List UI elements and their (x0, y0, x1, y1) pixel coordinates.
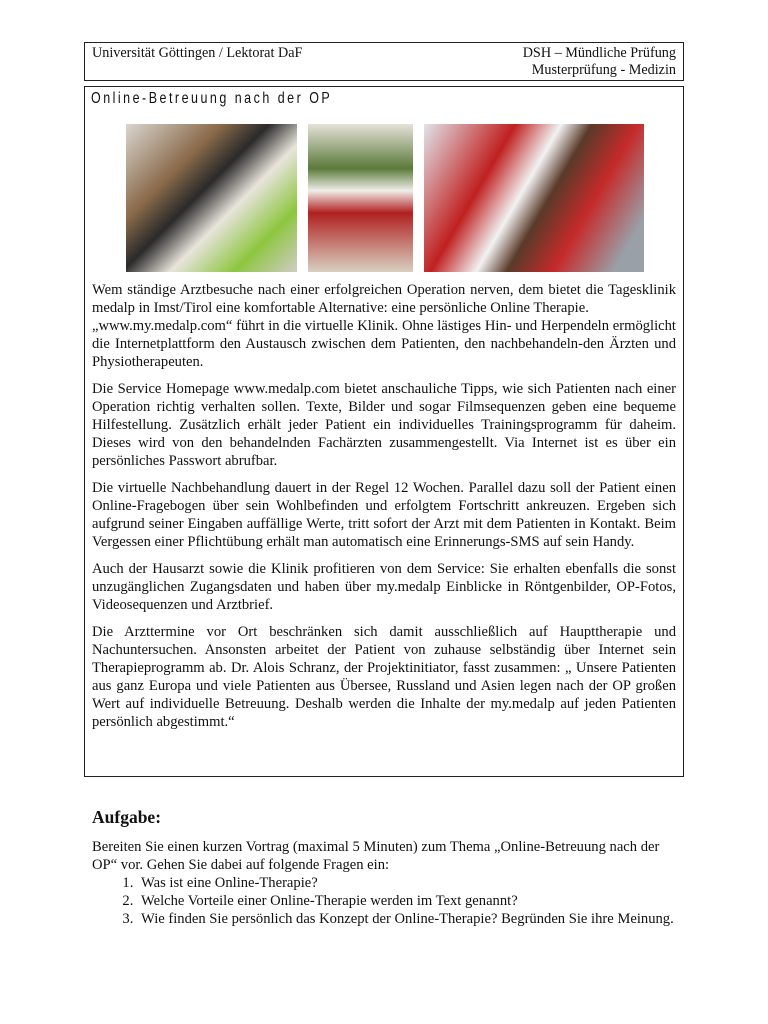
article-box (84, 86, 684, 777)
photo-consultation-laptop (126, 124, 297, 272)
question-list (92, 874, 682, 928)
header-institution: Universität Göttingen / Lektorat DaF (92, 45, 303, 61)
paragraph: Wem ständige Arztbesuche nach einer erfolgreichen Operation nerven, dem bietet die Tagesklinik medalp in Imst/Tirol eine komfortable Alternative: eine persönliche Online Therapie. (92, 282, 676, 316)
header-exam-subtitle: Musterprüfung - Medizin (531, 62, 676, 78)
paragraph: „www.my.medalp.com“ führt in die virtuelle Klinik. Ohne lästiges Hin- und Herpendeln ermöglicht die Internetplattform den Austausch zwischen dem Patienten, den nachbehandeln-den Ärzten und Physiotherapeuten. (92, 318, 676, 370)
question-item: 2. Welche Vorteile einer Online-Therapie werden im Text genannt? (137, 892, 682, 910)
paragraph: Die Service Homepage www.medalp.com bietet anschauliche Tipps, wie sich Patienten nach einer Operation richtig verhalten sollen. Texte, Bilder und sogar Filmsequenzen geben eine bequeme Hilfestellung. Zusätzlich erhält jeder Patient ein individuelles Trainingsprogramm für daheim. Dieses wird von den behandelnden Fachärzten zusammengestellt. Via Internet ist es über ein persönliches Passwort abrufbar. (92, 381, 676, 469)
paragraph: Die Arzttermine vor Ort beschränken sich damit ausschließlich auf Haupttherapie und Nachuntersuchen. Ansonsten arbeitet der Patient von zuhause selbständig über Internet sein Therapieprogramm ab. Dr. Alois Schranz, der Projektinitiator, fasst zusammen: „ Unsere Patienten aus ganz Europa und viele Patienten aus Übersee, Russland und Asien legen nach der OP großen Wert auf individuelle Betreuung. Deshalb werden die Inhalte der my.medalp auf jeden Patienten persönlich abgestimmt.“ (92, 624, 676, 730)
task-intro: Bereiten Sie einen kurzen Vortrag (maximal 5 Minuten) zum Thema „Online-Betreuung nach der OP“ vor. Gehen Sie dabei auf folgende Fragen ein: (92, 839, 660, 873)
photo-patient-walking (308, 124, 413, 272)
paragraph: Auch der Hausarzt sowie die Klinik profitieren von dem Service: Sie erhalten ebenfalls die sonst unzugänglichen Zugangsdaten und haben über my.medalp Einblicke in Röntgenbilder, OP-Fotos, Videosequenzen und Arztbrief. (92, 561, 676, 613)
photo-physiotherapy (424, 124, 644, 272)
article-body (92, 281, 676, 740)
header-exam-info (523, 45, 676, 79)
question-item: 1. Was ist eine Online-Therapie? (137, 874, 682, 892)
paragraph: Die virtuelle Nachbehandlung dauert in der Regel 12 Wochen. Parallel dazu soll der Patient einen Online-Fragebogen über sein Wohlbefinden und erfolgtem Fortschritt ankreuzen. Ergeben sich aufgrund seiner Eingaben auffällige Werte, tritt sofort der Arzt mit dem Patienten in Kontakt. Beim Vergessen einer Pflichtübung erhält man automatisch eine Erinnerungs-SMS auf sein Handy. (92, 480, 676, 550)
page-header (84, 42, 684, 81)
task-heading: Aufgabe: (92, 807, 162, 827)
task-body (92, 838, 682, 928)
header-exam-title: DSH – Mündliche Prüfung (522, 45, 676, 61)
question-item: 3. Wie finden Sie persönlich das Konzept der Online-Therapie? Begründen Sie ihre Meinung. (137, 910, 682, 928)
article-title: Online-Betreuung nach der OP (91, 90, 333, 107)
